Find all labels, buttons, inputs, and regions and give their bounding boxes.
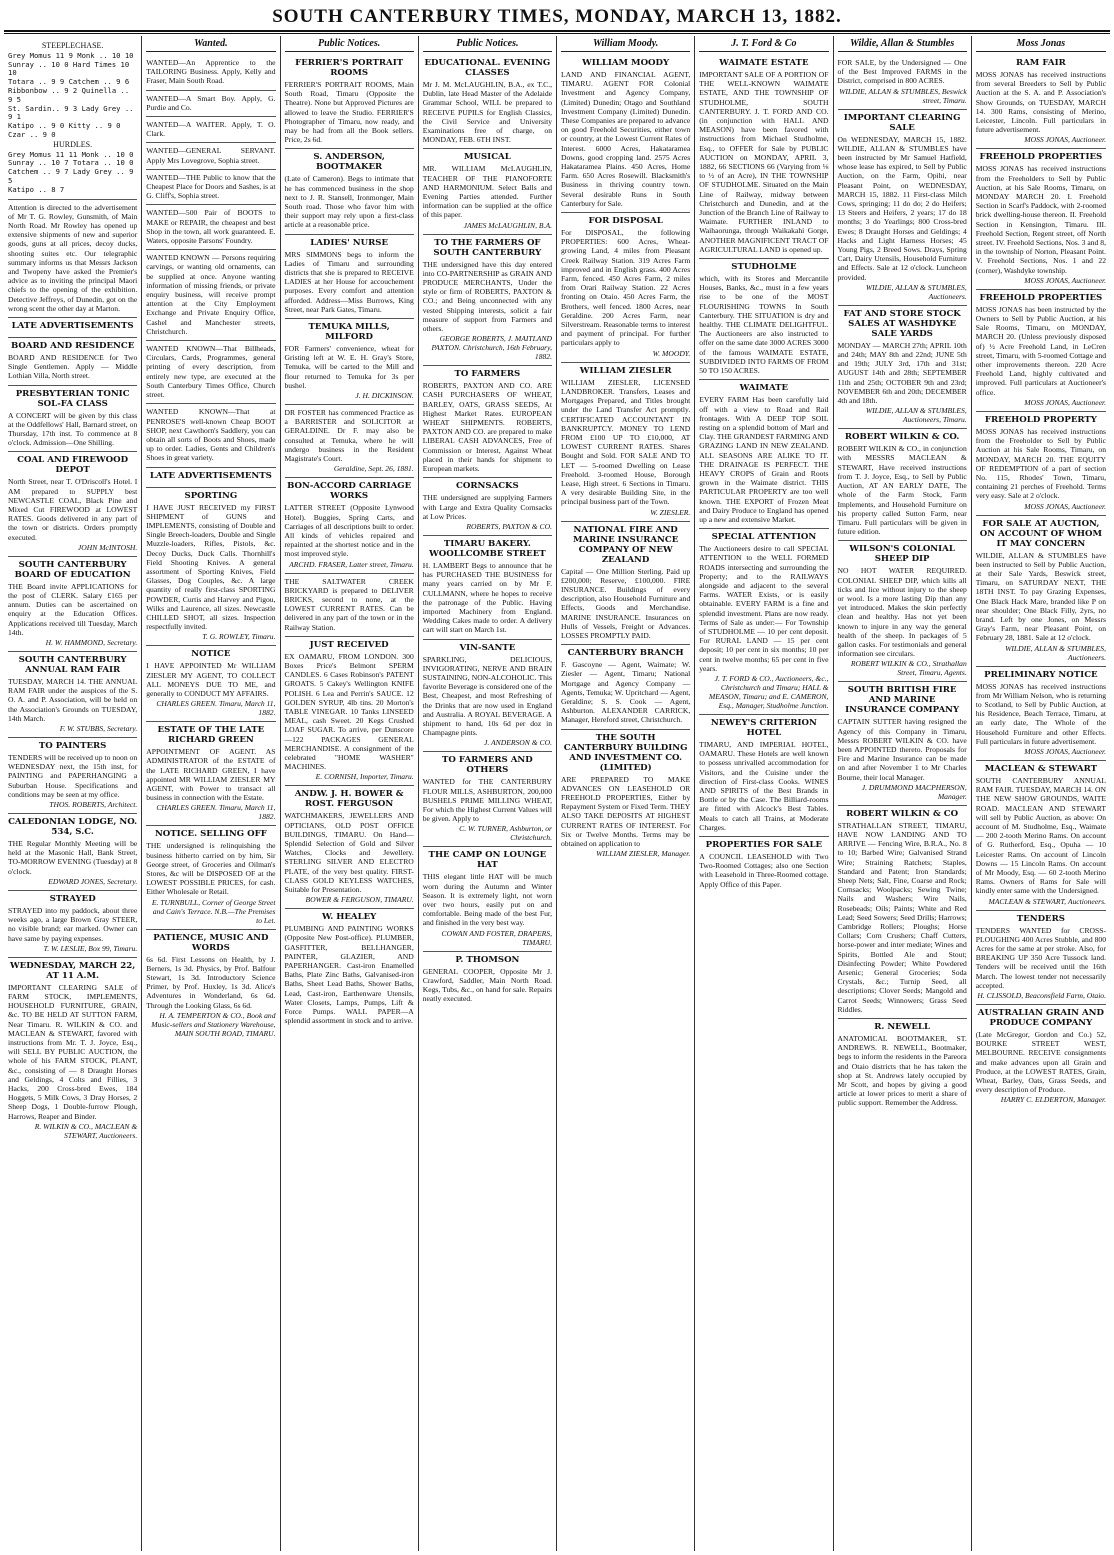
ad-body: On WEDNESDAY, MARCH 15, 1882. WILDIE, ALLAN & STUMBLES have been instructed by Mr Samuel Hatfield, whose lease has expired, to Sell by Public Auction, on the Farm, Opihi, near Pleasant Point, on WEDNESDAY, MARCH 15, 1882. 11 First-class Milch Cows, springing; 11 do do; 2 do Heifers; 13 Steers and Heifers, 2 years; 17 do 18 months; 3 do Yearlings; 800 Cross-bred Ewes; 8 Draught Horses and Geldings; 4 Hacks and Light Harness Horses; 45 Young Pigs, 2 Breed Sows. Drays, Spring Cart, Dairy Utensils, Household Furniture and Effects. Sale at 12 o'clock. Luncheon provided.	[837, 134, 967, 282]
ad-body: WANTED—An Apprentice to the TAILORING Business. Apply, Kelly and Fraser, Main South Road.	[146, 58, 276, 86]
ad-body: WILLIAM ZIESLER, LICENSED LANDBROKER. Transfers, Leases and Mortgages Prepared, and Titles brought under the Land Transfer Act promptly. CERTIFICATED ACCOUNTANT IN BANKRUPTCY. MONEY TO LEND FROM £100 UP TO £10,000, AT LOWEST CURRENT RATES. Shares Bought and Sold. FOR SALE AND TO LET — 5-roomed Dwelling on Lease Freehold. 3-roomed House, Borough Lease, High street. 6 Sections in Timaru. A very desirable Building Site, in the principal business part of the Town.	[561, 377, 691, 507]
column-1	[4, 36, 142, 1551]
ad-title: WILLIAM MOODY	[582, 58, 670, 68]
ad-body: LATTER STREET (Opposite Lynwood Hotel). Buggies, Spring Carts, and Carriages of all descriptions built to order. All kinds of vehicles repaired and repainted at the shortest notice and in the most improved style.	[284, 503, 414, 559]
advertisement	[285, 405, 414, 478]
ad-title: WILSON'S COLONIAL SHEEP DIP	[849, 544, 955, 565]
ad-body: IMPORTANT SALE OF A PORTION OF THE WELL-KNOWN WAIMATE ESTATE, AND THE TOWNSHIP OF STUDHOLME, SOUTH CANTERBURY. J. T. FORD AND CO. (in conjunction with HALL AND MEASON) have been favored with instructions from Michael Studholme, Esq., to OFFER for Sale by PUBLIC AUCTION on MONDAY, APRIL 3, 1882, 66 SECTIONS 66 (Varying from ⅛ to ½ of an Acre), IN THE TOWNSHIP OF STUDHOLME. Situated on the Main Line of Railway, midway between Christchurch and Dunedin, and at the Junction of the Branch Line of Railway to Waimate. FURTHER INLAND to Waihaorunga, through Waikakahi Gorge, ANOTHER MAGNIFICENT TRACT OF AGRICULTURAL LAND is opened up.	[699, 70, 829, 254]
masthead-rule	[4, 30, 1110, 32]
ad-title: IMPORTANT CLEARING SALE	[843, 112, 961, 133]
ad-signature: H. W. HAMMOND, Secretary.	[45, 638, 138, 648]
ad-title: CANTERBURY BRANCH	[567, 648, 684, 659]
advertisement	[146, 722, 275, 826]
ad-signature: BOWER & FERGUSON, TIMARU.	[305, 895, 414, 905]
ad-signature: WILDIE, ALLAN & STUMBLES, Auctioneers.	[1005, 643, 1106, 662]
advertisement	[561, 645, 690, 729]
column-5	[557, 36, 695, 1551]
ad-body: MRS SIMMONS begs to inform the Ladies of Timaru and surrounding districts that she is prepared to RECEIVE LADIES at her House for accouchement purposes. Every comfort and attention afforded. Address—Miss Burrows, King Street, near Park Gates, Timaru.	[284, 249, 414, 314]
ad-title: COAL AND FIREWOOD DEPOT	[17, 455, 129, 476]
ad-body: STRAYED into my paddock, about three weeks ago, a large Brown Gray STEER, no visible brand; ear marked. Owner can have same by paying expenses.	[8, 905, 138, 943]
ad-title: NOTICE. SELLING OFF	[154, 829, 267, 840]
column-8	[972, 36, 1110, 1551]
ad-signature: MOSS JONAS, Auctioneer.	[1024, 397, 1106, 407]
advertisement	[8, 452, 137, 556]
newspaper-columns	[4, 36, 1110, 1551]
advertisement	[699, 837, 828, 893]
hurdles-title: HURDLES.	[53, 139, 93, 149]
ad-body: WANTED KNOWN—That at PENROSE'S well-known Cheap BOOT SHOP, next Cawthorn's Saddlery, you can obtain all sorts of Boots and Shoes, made up to order. Ladies, Gents and Children's Shoes in great variety.	[146, 407, 276, 463]
advertisement	[838, 541, 967, 682]
ad-title: THE CAMP ON LOUNGE HAT	[428, 850, 547, 871]
ad-title: FERRIER'S PORTRAIT ROOMS	[295, 58, 404, 78]
newspaper-title: SOUTH CANTERBURY TIMES, MONDAY, MARCH 13, 1882.	[272, 6, 842, 27]
ad-body: ARE PREPARED TO MAKE ADVANCES ON LEASEHOLD OR FREEHOLD PROPERTIES, Either by Repayment System or Fixed Term. THEY ALSO TAKE DEPOSITS AT HIGHEST CURRENT RATES OF INTEREST. For Six or Twelve Months. Terms may be obtained on application to	[561, 774, 691, 848]
advertisement	[146, 646, 275, 722]
advertisement	[285, 55, 414, 149]
ad-title: LATE ADVERTISEMENTS	[149, 470, 272, 481]
advertisement	[146, 341, 275, 404]
ad-title: LADIES' NURSE	[310, 237, 389, 248]
ad-title: STRAYED	[49, 893, 96, 904]
advertisement	[423, 478, 552, 536]
ad-body: MOSS JONAS has been instructed by the Owners to Sell by Public Auction, at his Sale Rooms, Timaru, on MONDAY, MARCH 20. (Unless previously disposed of) ½ Acre Freehold Land, in LeCren street, Timaru, with 5-roomed Cottage and other improvements thereon. 220 Acre Freehold Land, highly cultivated and improved. Full particulars at Auctioneer's office.	[975, 304, 1106, 397]
advertisement	[561, 522, 690, 646]
ad-title: ESTATE OF THE LATE RICHARD GREEN	[157, 725, 265, 746]
ad-title: S. ANDERSON, BOOTMAKER	[313, 152, 385, 173]
advertisement	[561, 363, 690, 522]
ad-body: F. Gascoyne — Agent, Waimate; W. Ziesler — Agent, Timaru; National Mortgage and Agency Company — Agents, Temuka; W. Upritchard — Agent, Geraldine; S. S. Cook — Agent, Ashburton. ALEXANDER CARRICK, Manager, Hereford street, Christchurch.	[561, 660, 691, 725]
advertisement	[423, 952, 552, 1008]
ad-signature: CHARLES GREEN. Timaru, March 11, 1882.	[156, 699, 276, 718]
ad-body: THE Board invite APPLICATIONS for the post of CLERK. Salary £165 per annum. Duties can be ascertained on enquiry at the Education Offices. Applications received till Tuesday, March 14th.	[8, 581, 138, 637]
advertisement	[8, 318, 137, 338]
ad-title: ROBERT WILKIN & CO.	[844, 432, 960, 443]
race-weights	[8, 38, 137, 200]
advertisement	[146, 170, 275, 206]
weight-line: Czar .. 9 0	[8, 129, 56, 139]
ad-body: A COUNCIL LEASEHOLD with Two Two-Roomed Cottages; also one Section with Leasehold in Three-Roomed cottage. Apply Office of this Paper.	[699, 852, 829, 889]
ad-signature: CHARLES GREEN. Timaru, March 11, 1882.	[156, 803, 276, 822]
advertisement	[423, 149, 552, 234]
advertisement	[976, 290, 1106, 412]
column-6	[695, 36, 833, 1551]
advertisement	[285, 574, 414, 637]
advertisement	[423, 752, 552, 847]
advertisement	[146, 930, 275, 1042]
ad-title: WAIMATE ESTATE	[719, 58, 809, 68]
ad-body: NO HOT WATER REQUIRED. COLONIAL SHEEP DIP, which kills all ticks and lice without injury to the sheep or wool. Is a more lasting Dip than any yet introduced. Makes the skin perfectly clean and healthy. Has not yet been known to injure in any way the general health of the sheep. In packages of 5 gallon casks. For testimonials and general information see circulars.	[837, 566, 967, 659]
ad-signature: WILLIAM ZIESLER, Manager.	[596, 849, 691, 859]
ad-body: WANTED—GENERAL SERVANT. Apply Mrs Lovegrove, Sophia street.	[146, 146, 276, 165]
ad-title: NATIONAL FIRE AND MARINE INSURANCE COMPANY OF NEW ZEALAND	[572, 524, 679, 565]
ad-title: BOARD AND RESIDENCE	[10, 340, 135, 351]
advertisement	[8, 652, 137, 738]
column-heading: Moss Jonas	[976, 38, 1106, 52]
ad-body: THE Regular Monthly Meeting will be held at the Masonic Hall, Bank Street, TO-MORROW EVENING (Tuesday) at 8 o'clock.	[8, 839, 138, 876]
ad-signature: WILDIE, ALLAN & STUMBLES, Auctioneers, Timaru.	[865, 406, 967, 425]
ad-signature: J. H. DICKINSON.	[355, 391, 414, 401]
ad-title: SPECIAL ATTENTION	[711, 532, 817, 543]
ad-title: EDUCATIONAL. EVENING CLASSES	[424, 58, 551, 78]
ad-body: LAND AND FINANCIAL AGENT, TIMARU. AGENT FOR Colonial Investment and Agency Company, (Limited) Dunedin; Otago and Southland Investment Company (Limited) Dunedin. These Companies are prepared to advance on good Freehold Securities, either town or country, at the Lowest Current Rates of Interest. 6000 Acres, Hakataramea Downs, good cropping land. 2575 Acres Hakataramea Plains. 450 Acres, Home Farm. 650 Acres Rosewill. Blacksmith's Business in thriving country town. Several desirable Runs in South Canterbury for Sale.	[561, 70, 691, 208]
ad-title: TO FARMERS	[454, 369, 521, 380]
weight-line: Sunray .. 10 0 Hard Times 10 10	[8, 59, 130, 78]
ad-body: MOSS JONAS has received instructions from Mr William Nelson, who is returning to Scotland, to Sell by Public Auction, at his Residence, Beach Terrace, Timaru, at an early date, The Whole of the Household Furniture and other Effects. Full particulars in future advertisement.	[975, 681, 1106, 746]
ad-title: WAIMATE	[739, 383, 789, 394]
ad-title: AUSTRALIAN GRAIN AND PRODUCE COMPANY	[977, 1008, 1104, 1029]
ad-body: EX OAMARU, FROM LONDON. 300 Boxes Price's Belmont SPERM CANDLES. 6 Cases Robinson's PATENT GROATS. 5 Cakey's Wellington KNIFE POLISH. 6 Lea and Perrin's SAUCE. 12 GOLDEN SYRUP, 4lb tins. 20 Morton's TABLE VINEGAR. 10 Tanks LINSEED MEAL, cash Sweet. 20 Kegs Crushed LOAF SUGAR. To arrive, per Dunscore—122 PACKAGES GENERAL MERCHANDISE. A consignment of the celebrated "HOME WASHER" MACHINES.	[284, 651, 414, 772]
ad-body: MR. WILLIAM McLAUGHLIN, TEACHER OF THE PIANOFORTE AND HARMONIUM. Select Balls and Evening Parties attended. Further information can be supplied at the office of this paper.	[422, 164, 552, 220]
ad-signature: W. ZIESLER.	[650, 507, 691, 517]
ad-signature: JOHN McINTOSH.	[77, 542, 138, 552]
ad-signature: MOSS JONAS, Auctioneer.	[1024, 746, 1106, 756]
column-heading: William Moody.	[561, 38, 690, 52]
ad-body: SOUTH CANTERBURY ANNUAL RAM FAIR. TUESDAY, MARCH 14. ON THE NEW SHOW GROUNDS, WAITE ROAD. MACLEAN AND STEWART will sell by Public Auction, as above: On account of M. Studholme, Esq., Waimate — 200 2-tooth Merino Rams. On account of G. Rutherford, Esq., Opuha — 10 Leicester Rams. On account of Lincoln Downs — 15 Lincoln Rams. On account of Mr Moody, Esq. — 60 2-tooth Merino Rams. Owners of Rams for Sale will kindly enter same with the Undersigned.	[975, 775, 1106, 896]
advertisement	[561, 730, 690, 863]
ad-title: TENDERS	[1016, 913, 1065, 924]
ad-title: PROPERTIES FOR SALE	[705, 840, 823, 851]
ad-title: CORNSACKS	[456, 481, 519, 492]
ad-body: Attention is directed to the advertisement of Mr T. G. Rowley, Gunsmith, of Main North Road. Mr Rowley has opened up extensive shipments of new and superior goods, guns at all prices, decoy ducks, shooting suites etc. Our telegraphic summary informs us that Messrs Jackson and Twopeny have asked the Premier's advice as to inviting the principal Maori chiefs to the opening of the exhibition. Detective Jeffreys, of Dunedin, got on the wrong scent the other day at Marton.	[8, 202, 138, 313]
masthead	[0, 0, 1114, 36]
ad-signature: MOSS JONAS, Auctioneer.	[1024, 275, 1106, 285]
advertisement	[423, 235, 552, 367]
ad-body: WANTED for THE CANTERBURY FLOUR MILLS, ASHBURTON, 200,000 BUSHELS PRIME MILLING WHEAT, For which the Highest Current Values will be given. Apply to	[422, 777, 552, 824]
ad-body: PLUMBING AND PAINTING WORKS (Opposite New Post-office). PLUMBER, GASFITTER, BELLHANGER, PAINTER, GLAZIER, AND PAPERHANGER. Cast-iron Enamelled Baths, Plate Zinc Baths, Galvanised-iron Baths, Sheet Lead Baths, Shower Baths, Lead, Cast-iron, Earthenware Utensils, Water Closets, Lamps, Pumps, Lift & Force Pumps. WALL PAPER—A splendid assortment in stock and to arrive.	[284, 924, 414, 1026]
advertisement	[976, 911, 1106, 1005]
ad-body: (Late McGregor, Gordon and Co.) 52, BOURKE STREET WEST, MELBOURNE. RECEIVE consignments and make advances upon all Grain and Produce, at the LOWEST RATES, Grain, Wheat, Barley, Oats, Grass Seeds, and every description of Produce.	[975, 1030, 1106, 1095]
ad-body: MOSS JONAS has received instructions from the Freeholder to Sell by Public Auction at his Sale Rooms, Timaru, on MONDAY, MARCH 20. THE EQUITY OF REDEMPTION of a part of section No. 115, Rhodes' Town, Timaru, containing 21 perches of Freehold. Terms very easy. Sale at 2 o'clock.	[975, 426, 1106, 501]
ad-body: Mr J. M. McLAUGHLIN, B.A., ex T.C., Dublin, late Head Master of the Adelaide Grammar School, WILL be prepared to RECEIVE PUPILS for English Classics, the Civil Service and University Examinations free of charge, on MONDAY, FEB. 6TH INST.	[422, 80, 552, 145]
advertisement	[423, 536, 552, 640]
ad-body: GENERAL COOPER, Opposite Mr J. Crawford, Saddler, Main North Road. Kegs, Tubs, &c., on hand for sale. Repairs neatly executed.	[422, 966, 552, 1004]
ad-body: I HAVE APPOINTED Mr WILLIAM ZIESLER MY AGENT, TO COLLECT ALL MONEYS DUE TO ME, and generally to CONDUCT MY AFFAIRS.	[146, 661, 276, 698]
advertisement	[8, 200, 137, 318]
ad-title: RAM FAIR	[1016, 58, 1066, 68]
ad-title: WEDNESDAY, MARCH 22, AT 11 A.M.	[10, 960, 136, 981]
advertisement	[699, 55, 828, 259]
ad-body: MONDAY — MARCH 27th; APRIL 10th and 24th; MAY 8th and 22nd; JUNE 5th and 19th; JULY 3rd, 17th and 31st; AUGUST 14th and 28th; SEPTEMBER 11th and 25th; OCTOBER 9th and 23rd; NOVEMBER 6th and 20th; DECEMBER 4th and 18th.	[837, 340, 967, 406]
ad-signature: E. CORNISH, Importer, Timaru.	[315, 772, 414, 782]
ad-title: FOR DISPOSAL	[588, 216, 663, 227]
ad-body: H. LAMBERT Begs to announce that he has PURCHASED THE BUSINESS for many years carried on by Mr F. CULLMANN, where he hopes to receive the patronage of the Public. Having imported Machinery from England. Wedding Cakes made to order. A delivery cart will start on March 1st.	[422, 560, 552, 635]
column-heading: J. T. Ford & Co	[699, 38, 828, 52]
ad-body: ANATOMICAL BOOTMAKER, ST. ANDREWS. R. NEWELL, Bootmaker, begs to inform the residents in the Pareora and Otaio districts that he has taken the shop at St. Andrews lately occupied by Mr Scott, and hopes by giving a good article at lower prices to merit a share of public support. Remember the Address.	[837, 1034, 967, 1108]
ad-body: ROBERTS, PAXTON AND CO. ARE CASH PURCHASERS OF WHEAT, BARLEY, OATS, GRASS SEEDS, At Highest Market Rates. EUROPEAN WHEAT SHIPMENTS. ROBERTS, PAXTON AND CO. are prepared to make LIBERAL CASH ADVANCES, Free of Commission or Interest, Against Wheat placed in their hands for shipment to European markets.	[422, 381, 552, 474]
advertisement	[423, 847, 552, 951]
weight-line: Katipo .. 9 0 Kitty .. 9 0	[8, 121, 121, 131]
advertisement	[285, 149, 414, 234]
ad-body: ROBERT WILKIN & CO., in conjunction with MESSRS MACLEAN & STEWART, Have received instructions from T. J. Joyce, Esq., to Sell by Public Auction, AT AN EARLY DATE, The whole of the Farm Stock, Farm Implements, and Household Furniture on his property called Sutton Farm, near Timaru. Full particulars will be given in future edition.	[837, 444, 967, 537]
ad-signature: WILDIE, ALLAN & STUMBLES, Auctioneers.	[865, 282, 967, 301]
advertisement	[285, 478, 414, 573]
advertisement	[561, 55, 690, 213]
ad-signature: WILDIE, ALLAN & STUMBLES, Beswick street, Timaru.	[839, 86, 967, 105]
ad-title: ROBERT WILKIN & CO	[846, 808, 959, 819]
column-4	[419, 36, 557, 1551]
advertisement	[838, 306, 967, 429]
ad-title: WILLIAM ZIESLER	[579, 365, 672, 376]
column-7	[834, 36, 972, 1551]
advertisement	[8, 738, 137, 814]
ad-body: TUESDAY, MARCH 14. THE ANNUAL RAM FAIR under the auspices of the S. O. A. and P. Association, will be held on the Association's Grounds on TUESDAY, 14th March.	[8, 677, 138, 723]
advertisement	[838, 110, 967, 306]
ad-signature: C. W. TURNER, Ashburton, or Christchurch.	[459, 824, 552, 843]
ad-body: WANTED—A WAITER. Apply, T. O. Clark.	[146, 120, 276, 139]
ad-title: NOTICE	[191, 649, 231, 660]
ad-title: P. THOMSON	[455, 954, 520, 965]
weight-line: Ribbonbow .. 9 2 Quinella .. 9 5	[8, 85, 130, 104]
ad-title: SPORTING	[184, 490, 238, 501]
ad-title: VIN-SANTE	[459, 642, 516, 653]
column-heading: Wanted.	[146, 38, 275, 52]
advertisement	[8, 891, 137, 958]
ad-body: North Street, near T. O'Driscoll's Hotel. I AM prepared to SUPPLY best NEWCASTLE COAL, Black Pine and Mixed Cut FIREWOOD at LOWEST RATES. Goods delivered in any part of the town or districts. Orders promptly executed.	[8, 477, 138, 542]
ad-body: THE SALTWATER CREEK BRICKYARD is prepared to DELIVER BRICKS, second to none, at the LOWEST CURRENT RATES. Can be delivered in any part of the town or in the Railway Station.	[284, 576, 414, 632]
ad-title: BON-ACCORD CARRIAGE WORKS	[287, 481, 412, 502]
ad-signature: ARCHD. FRASER, Latter street, Timaru.	[289, 559, 414, 569]
ad-body: FOR Farmers' convenience, wheat for Gristing left at W. E. H. Gray's Store, Temuka, will be carted to the Mill and flour returned to Temuka for 3s per bushel.	[284, 344, 414, 390]
ad-signature: MOSS JONAS, Auctioneer.	[1024, 135, 1106, 145]
ad-body: BOARD AND RESIDENCE for Two Single Gentlemen. Apply — Middle Lothian Villa, North street.	[8, 352, 138, 381]
ad-title: STUDHOLME	[731, 262, 797, 273]
ad-signature: JAMES McLAUGHLIN, B.A.	[463, 220, 552, 230]
ad-body: THIS elegant little HAT will be much worn during the Autumn and Winter Season. It is extremely light, not worn over two hours, easily put on and comfortable. Being made of the best Fur, and finished in the very best way.	[422, 872, 552, 928]
weight-line: Grey Momus 11 9 Monk .. 10 10	[8, 50, 134, 60]
advertisement	[976, 412, 1106, 516]
ad-signature: ROBERT WILKIN & CO., Strathallan Street, Timaru, Agents.	[850, 659, 967, 678]
advertisement	[976, 516, 1106, 667]
ad-signature: T. G. ROWLEY, Timaru.	[202, 632, 276, 642]
ad-body: WATCHMAKERS, JEWELLERS AND OPTICIANS, OLD POST OFFICE BUILDINGS, TIMARU. On Hand—Splendid Selection of Gold and Silver Watches, Clocks and Jewellery. STERLING SILVER AND ELECTRO PLATE, of the very best quality. FIRST-CLASS GOLD KEYLESS WATCHES, Suitable for Presentation.	[284, 811, 414, 894]
ad-title: NEWEY'S CRITERION HOTEL	[710, 717, 817, 738]
ad-title: TO PAINTERS	[38, 741, 107, 752]
column-heading: Public Notices.	[423, 38, 552, 52]
ad-body: EVERY FARM Has been carefully laid off with a view to Road and Rail frontages. With A DEEP TOP SOIL resting on a splendid bottom of Marl and Clay. THE GRANDEST FARMING AND GRAZING LAND IN NEW ZEALAND. ALL SEASONS ARE ALIKE TO IT. THE DRAINAGE IS PERFECT. THE HEAVY CROPS of Grain and Roots grown in the Waimate district. THIS PARTICULAR PROPERTY are too well known. THE EXPORT of Frozen Meat and Dairy Produce to England has opened up a new and extensive Market.	[699, 395, 829, 524]
advertisement	[8, 958, 137, 1144]
ad-title: CALEDONIAN LODGE, NO. 534, S.C.	[8, 817, 138, 838]
advertisement	[423, 640, 552, 753]
ad-title: FREEHOLD PROPERTIES	[979, 152, 1103, 163]
ad-body: The Auctioneers desire to call SPECIAL ATTENTION to the WELL FORMED ROADS intersecting and surrounding the Property; and to the RAILWAYS alongside and adjacent to the several Farms. WATER Exists, or is easily obtainable. EVERY FARM is a fine and splendid investment. Plans are now ready. Terms of Sale as under:— For Township of STUDHOLME — 10 per cent deposit. For RURAL LAND — 15 per cent deposit; 10 per cent in six months; 10 per cent in twelve months; 65 per cent in five years.	[699, 544, 829, 673]
advertisement	[423, 366, 552, 478]
weight-line: Totara .. 9 9 Catchem .. 9 6	[8, 77, 130, 87]
ad-title: FREEHOLD PROPERTY	[984, 414, 1097, 425]
advertisement	[976, 761, 1106, 911]
ad-title: MUSICAL	[463, 152, 511, 163]
ad-signature: F. W. STUBBS, Secretary.	[59, 724, 138, 734]
ad-signature: J. DRUMMOND MACPHERSON, Manager.	[861, 782, 967, 801]
steeplechase-title: STEEPLECHASE.	[41, 41, 104, 50]
ad-signature: ROBERTS, PAXTON & CO.	[466, 521, 552, 531]
ad-body: THE undersigned are supplying Farmers with Large and Extra Quality Cornsacks at Low Prices.	[422, 493, 552, 521]
ad-title: FREEHOLD PROPERTIES	[979, 292, 1103, 303]
advertisement	[146, 143, 275, 169]
advertisement	[976, 55, 1106, 149]
advertisement	[146, 404, 275, 467]
advertisement	[146, 250, 275, 341]
ad-title: TIMARU BAKERY. WOOLLCOMBE STREET	[429, 538, 546, 559]
advertisement	[976, 1005, 1106, 1108]
ad-title: FAT AND STORE STOCK SALES AT WASHDYKE SALE YARDS	[843, 308, 961, 339]
advertisement	[285, 235, 414, 319]
weight-line: Catchem .. 9 7 Lady Grey .. 9 5	[8, 167, 134, 185]
advertisement	[146, 205, 275, 250]
ad-body: TIMARU, AND IMPERIAL HOTEL, OAMARU. These Hotels are well known to possess unrivalled accommodation for Visitors, and the Cuisine under the direction of First-class Cooks. WINES AND SPIRITS of the Best Brands in Bottle or by the Case. The Billiard-rooms are fitted with Alcock's Best Tables. Meals to catch all Trains, at Moderate Charges.	[699, 739, 829, 832]
ad-signature: W. MOODY.	[652, 348, 691, 358]
advertisement	[838, 1019, 967, 1112]
advertisement	[838, 682, 967, 805]
ad-body: THE undersigned is relinquishing the business hitherto carried on by him, Sir George street, of Groceries and Oilman's Stores, &c will be DISPOSED OF at the LOWEST POSSIBLE PRICES, for cash. Either Wholesale or Retail.	[146, 841, 276, 897]
advertisement	[561, 213, 690, 363]
ad-body: WANTED—500 Pair of BOOTS to MAKE or REPAIR, the cheapest and best Shop in the town, all work guaranteed. E. Waters, opposite Parsons' Foundry.	[146, 208, 276, 246]
ad-body: TENDERS WANTED for CROSS-PLOUGHING 400 Acres Stubble, and 800 Acres for the same at per stroke. Also, for BREAKING UP 350 Acre Tussock land. Tenders will be received until the 16th March. The lowest tender not necessarily accepted.	[975, 925, 1106, 990]
weight-line: Grey Momus 11 11 Monk .. 10 0	[8, 149, 134, 159]
ad-signature: H. CLISSOLD, Beaconsfield Farm, Otaio.	[977, 991, 1106, 1001]
ad-signature: Geraldine, Sept. 26, 1881.	[333, 464, 414, 474]
ad-body: WILDIE, ALLAN & STUMBLES have been instructed to Sell by Public Auction, at their Sale Yards, Beswick street, Timaru, on SATURDAY NEXT, THE 18TH INST. To pay Grazing Expenses, One Black Hack Mare, branded like P on near shoulder; One Black Filly, 2yrs, no brand. Left by one Jones, on Messrs Gray's Farm, near Pleasant Point, on February 28, 1881. Sale at 12 o'clock.	[975, 550, 1106, 643]
ad-body: MOSS JONAS has received instructions from the Freeholders to Sell by Public Auction, at his Sale Rooms, Timaru, on MONDAY MARCH 20. I. Freehold Section in Scarf's Paddock, with 2-roomed brick dwelling-house thereon. II. Freehold Section in Kensington, Timaru. III. Freehold Section, Regent street, off North street. IV. Freehold Sections, Nos. 3 and 8, in the township of Norton, Pleasant Point. V. Freehold Sections, Nos. 1 and 22 (corner), Washdyke township.	[975, 164, 1106, 275]
advertisement	[699, 715, 828, 837]
ad-title: SOUTH CANTERBURY BOARD OF EDUCATION	[14, 559, 131, 580]
ad-title: W. HEALEY	[321, 912, 377, 923]
advertisement	[976, 667, 1106, 761]
advertisement	[146, 117, 275, 143]
ad-signature: E. TURNBULL, Corner of George Street and Cain's Terrace. N.B.—The Premises to Let.	[151, 897, 276, 925]
ad-body: which, with its Stores and Mercantile Houses, Banks, &c., must in a few years rise to be one of the MOST FLOURISHING TOWNS In South Canterbury. THE SITUATION is dry and healthy. THE CLIMATE DELIGHTFUL. The Auctioneers are also instructed to offer on the same date 3000 ACRES 3000 of the famous WAIMATE ESTATE, SUBDIVIDED INTO FARMS OF FROM 50 TO 150 ACRES.	[699, 274, 829, 376]
ad-signature: MACLEAN & STEWART, Auctioneers.	[988, 896, 1106, 906]
advertisement	[699, 380, 828, 529]
ad-body: For DISPOSAL, the following PROPERTIES: 600 Acres, Wheat-growing Land, 4 miles from Pleasant Creek Railway Station. 319 Acres Farm improved and in English grass. 400 Acres Farm, fenced. 450 Acres Farm, 2 miles from Orari Railway Station. 22 Acres fronting on Otaio. 450 Acres Farm, the Brothers, well fenced. 1800 Acres, near Geraldine. 200 Acres Farm, near Silverstream. Reasonable terms to interest and payment of principal. For further particulars apply to	[561, 228, 691, 348]
advertisement	[8, 814, 137, 891]
ad-body: WANTED—A Smart Boy. Apply, G. Purdie and Co.	[146, 93, 276, 112]
ad-signature: THOS. ROBERTS, Architect.	[49, 800, 138, 810]
advertisement	[146, 55, 275, 91]
ad-title: LATE ADVERTISEMENTS	[11, 320, 134, 331]
advertisement	[285, 637, 414, 787]
ad-title: THE SOUTH CANTERBURY BUILDING AND INVESTMENT CO. (LIMITED)	[563, 732, 688, 773]
ad-title: JUST RECEIVED	[309, 639, 389, 650]
ad-body: FERRIER'S PORTRAIT ROOMS, Main South Road, Timaru (Opposite the Theatre). None but Approved Pictures are allowed to leave the Studio. FERRIER'S Photographer of Timaru, now ready, and may be had from all the Book sellers. Price, 2s 6d.	[284, 80, 414, 145]
masthead-rule-thin	[4, 33, 1110, 34]
ad-signature: H. A. TEMPERTON & CO., Book and Music-sellers and Stationery Warehouse, MAIN SOUTH ROAD, TIMARU.	[151, 1010, 276, 1038]
ad-signature: J. T. FORD & CO., Auctioneers, &c., Christchurch and Timaru; HALL & MEASON, Timaru; and E. CAMERON, Esq., Manager, Studholme Junction.	[708, 673, 829, 710]
ad-title: MACLEAN & STEWART	[984, 763, 1097, 774]
advertisement	[285, 909, 414, 1029]
advertisement	[285, 786, 414, 909]
advertisement	[146, 826, 275, 929]
ad-signature: HARRY C. ELDERTON, Manager.	[1000, 1095, 1106, 1105]
ad-body: 6s 6d. First Lessons on Health, by J. Berners, 1s 3d. Physics, by Prof. Balfour Stewart, 1s 3d. Introductory Science Primer, by Prof. Huxley, 1s 3d. Alice's Adventures in Wonderland, 6s 6d. Through the Looking Glass, 6s 6d.	[146, 954, 276, 1010]
ad-signature: EDWARD JONES, Secretary.	[48, 876, 138, 886]
advertisement	[976, 149, 1106, 289]
ad-signature: J. ANDERSON & CO.	[484, 738, 552, 748]
ad-body: MOSS JONAS has received instructions from several Breeders to Sell by Public Auction at the S. A. and P. Association's Show Grounds, on TUESDAY, MARCH 14. 300 Rams, consisting of Merino, Leicester, Lincoln. Full particulars in future advertisement.	[975, 70, 1106, 135]
ad-title: PRELIMINARY NOTICE	[984, 669, 1098, 680]
ad-body: STRATHALLAN STREET, TIMARU, HAVE NOW LANDING AND TO ARRIVE — Fencing Wire, B.R.A., No. 8 to 10; Barbed Wire; Galvanised Strand Wire; Straining Ratchets; Staples, Standard and Patent; Iron Standards; Sheep Nets; Salt, Fine, Coarse and Rock; Cornsacks; Woolpacks; Sewing Twine; Nails and Washers; Wire Nails, Rosebeads; Oils; Paints; White and Red Lead; Seed Sowers; Seed Drills; Harrows; Cambridge Rollers; Ploughs; Horse Collars; Corn Crushers; Chaff Cutters, horse-power and inter mediate; Wines and Spirits, Bottled Ale and Stout; Disinfecting Powder; White Powdered Arsenic; General Groceries; Soda Crystals, &c.; Turnip Seed, all descriptions; Clover Seeds; Mangold and Carrot Seeds; Winnowers; Grass Seed Riddles.	[837, 820, 967, 1014]
ad-body: WANTED KNOWN — Persons requiring carvings, or wanting old ornaments, can be supplied at once. Anyone wanting information of missing friends, or private enquiry business, will receive prompt attention at the City Employment Exchange and Private Enquiry Office, Cashel and Manchester streets, Christchurch.	[146, 253, 276, 336]
weight-line: Katipo .. 8 7	[8, 184, 65, 194]
ad-signature: R. WILKIN & CO., MACLEAN & STEWART, Auctioneers.	[34, 1121, 138, 1140]
ad-signature: T. W. LESLIE, Box 99, Timaru.	[43, 943, 138, 953]
ad-title: ANDW. J. H. BOWER & ROST. FERGUSON	[294, 789, 404, 810]
column-heading: Public Notices.	[285, 38, 414, 52]
ad-body: THE undersigned have this day entered into CO-PARTNERSHIP as GRAIN AND PRODUCE MERCHANTS, Under the style or firm of ROBERTS, PAXTON & CO.; and Being unconnected with any vested Shipping interests, solicit a fair measure of support from Farmers and others.	[422, 259, 552, 334]
ad-body: Capital — One Million Sterling. Paid up £200,000; Reserve, £100,000. FIRE INSURANCE. Buildings of every description, also Household Furniture and Effects, Goods and Merchandise. MARINE INSURANCE. Insurances on Hulls of Vessels, Freight or Advances. LOSSES PROMPTLY PAID.	[561, 566, 691, 640]
advertisement	[146, 91, 275, 117]
advertisement	[838, 806, 967, 1019]
ad-title: SOUTH BRITISH FIRE AND MARINE INSURANCE COMPANY	[845, 685, 960, 716]
column-2	[142, 36, 280, 1551]
advertisement	[423, 55, 552, 149]
advertisement	[146, 468, 275, 488]
advertisement	[699, 259, 828, 380]
ad-body: I HAVE JUST RECEIVED my FIRST SHIPMENT of GUNS and IMPLEMENTS, consisting of Double and Single Breech-loaders, Double and Single Muzzle-loaders, Rifles, Pistols, &c. Decoy Ducks, Duck Calls. Thornhill's Field Shooting Knives. A general assortment of Sporting Knives, Field Glasses, Dog Couples, &c. A large quantity of really first-class SPORTING POWDER, Curtis and Harvey and Pigou, Wilks and Laurence, all sizes. Newcastle CHILLED SHOT, all sizes. Inspection respectfully invited.	[146, 502, 276, 632]
ad-body: SPARKLING, DELICIOUS, INVIGORATING, NERVE AND BRAIN SUSTAINING, NON-ALCOHOLIC. This favorite Beverage is considered one of the Best, Cheapest, and most Refreshing of the Drinks that are now used in England and Australia. A ROYAL BEVERAGE. A shipment to hand, 10s 6d per doz in Champagne pints.	[422, 654, 552, 738]
ad-signature: GEORGE ROBERTS, J. MAITLAND PAXTON. Christchurch, 16th February, 1882.	[431, 334, 552, 362]
weight-line: Sunray .. 10 7 Totara .. 10 0	[8, 158, 134, 168]
ad-body: DR FOSTER has commenced Practice as a BARRISTER and SOLICITOR at GERALDINE. Dr F. may also be consulted at Temuka, where he will undergo business in the Resident Magistrate's Court.	[284, 408, 414, 464]
advertisement	[8, 338, 137, 386]
ad-title: TEMUKA MILLS, MILFORD	[308, 322, 390, 343]
advertisement	[8, 386, 137, 453]
advertisement	[146, 488, 275, 647]
ad-title: PATIENCE, MUSIC AND WORDS	[153, 932, 269, 953]
weight-line: St. Sardin.. 9 3 Lady Grey .. 9 1	[8, 103, 134, 122]
ad-body: WANTED—THE Public to know that the Cheapest Place for Doors and Sashes, is at G. Cliff's, Sophia street.	[146, 172, 276, 201]
advertisement	[285, 319, 414, 405]
ad-body: A CONCERT will be given by this class at the Oddfellows' Hall, Barnard street, on Thursday, 17th inst. To commence at 8 o'clock. Admission—One Shilling.	[8, 410, 138, 448]
ad-signature: MOSS JONAS, Auctioneer.	[1024, 501, 1106, 511]
ad-signature: COWAN AND FOSTER, DRAPERS, TIMARU.	[441, 928, 552, 947]
ad-title: SOUTH CANTERBURY ANNUAL RAM FAIR	[18, 655, 127, 676]
ad-body: WANTED KNOWN—That Billheads, Circulars, Cards, Programmes, general printing of every description, from entirely new type, are executed at the South Canterbury Times Office, Church street.	[146, 344, 276, 400]
advertisement	[838, 55, 967, 110]
ad-body: (Late of Cameron). Begs to intimate that he has commenced business in the shop next to J. R. Stansell, Ironmonger, Main South road. Those who favor him with their support may rely upon a first-class article at a reasonable price.	[284, 174, 414, 230]
ad-title: TO THE FARMERS OF SOUTH CANTERBURY	[433, 237, 542, 258]
ad-body: APPOINTMENT OF AGENT. AS ADMINISTRATOR of the ESTATE of the LATE RICHARD GREEN, I have appointed MR WILLIAM ZIESLER MY AGENT, with Power to transact all business in connection with the Estate.	[146, 747, 276, 803]
ad-body: FOR SALE, by the Undersigned — One of the Best Improved FARMS in the District, comprised in 800 ACRES.	[837, 58, 967, 86]
ad-title: FOR SALE AT AUCTION, ON ACCOUNT OF WHOM IT MAY CONCERN	[979, 518, 1102, 549]
ad-body: IMPORTANT CLEARING SALE of FARM STOCK, IMPLEMENTS, HOUSEHOLD FURNITURE, GRAIN, &c. TO BE HELD AT SUTTON FARM, Near Timaru. R. WILKIN & CO. and MACLEAN & STEWART, favored with instructions from Mr. T. J. Joyce, Esq., will SELL BY PUBLIC AUCTION, the whole of his FARM STOCK, PLANT, &c., consisting of — 8 Draught Horses and Geldings, 4 Colts and Fillies, 3 Hacks, 200 Cross-bred Ewes, 184 Hoggets, 5 Milk Cows, 3 Dray Horses, 2 Sheep Dogs, 1 Double-furrow Plough, Harrows, Reaper and Binder.	[8, 982, 138, 1121]
column-3	[281, 36, 419, 1551]
column-heading: Wildie, Allan & Stumbles	[838, 38, 967, 52]
ad-body: TENDERS will be received up to noon on WEDNESDAY next, the 15th inst, for PAINTING and PAPERHANGING a Suburban House. Specifications and conditions may be seen at my office.	[8, 753, 138, 799]
ad-title: PRESBYTERIAN TONIC SOL-FA CLASS	[15, 388, 130, 409]
advertisement	[838, 429, 967, 541]
advertisement	[8, 557, 137, 652]
ad-body: CAPTAIN SUTTER having resigned the Agency of this Company in Timaru, Messrs ROBERT WILKIN & CO. have been APPOINTED thereto. Proposals for Fire and Marine Insurance can be made on and after November 1 to Mr Charles Bourne, their local Manager.	[837, 717, 967, 782]
advertisement	[699, 529, 828, 715]
ad-title: R. NEWELL	[874, 1022, 931, 1033]
ad-title: TO FARMERS AND OTHERS	[442, 755, 533, 776]
